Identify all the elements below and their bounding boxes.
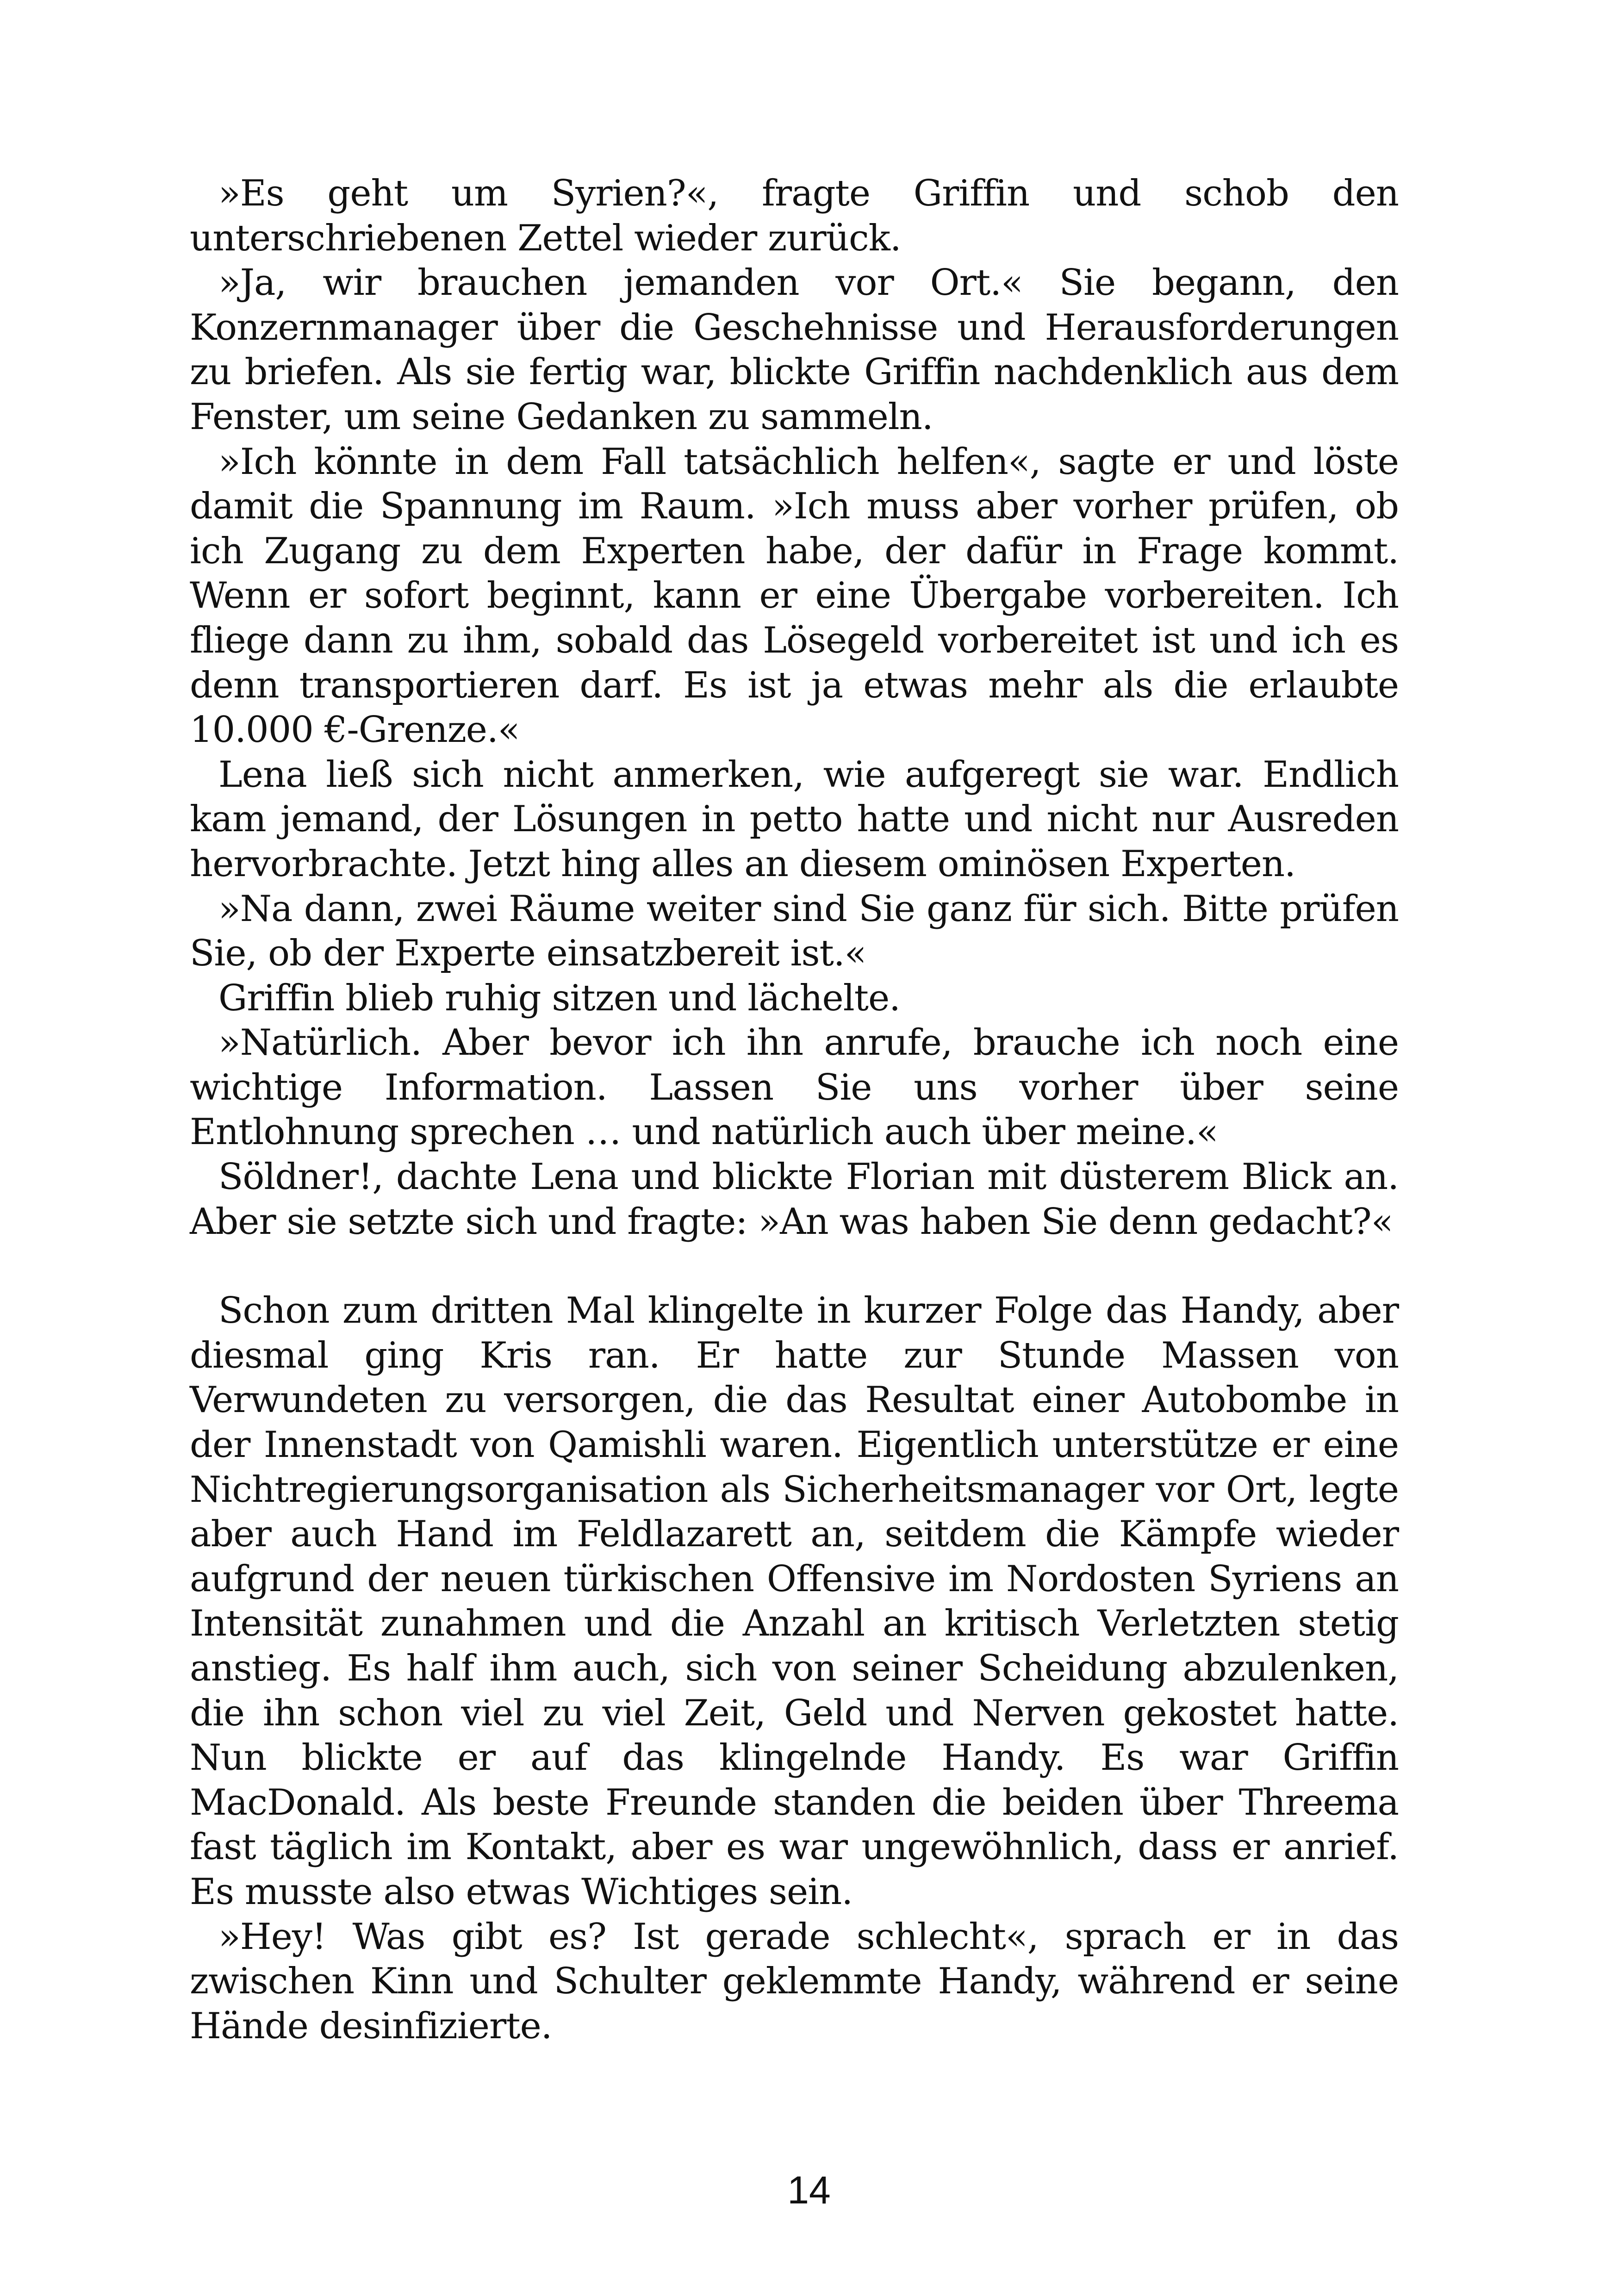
paragraph: »Natürlich. Aber bevor ich ihn anrufe, brauche ich noch eine wichtige Information. Lassen Sie uns vorher über seine Entlohnung sprechen … und natürlich auch über meine.« (190, 1022, 1399, 1153)
paragraph: »Ich könnte in dem Fall tatsächlich helfen«, sagte er und löste damit die Spannung im Raum. »Ich muss aber vorher prüfen, ob ich Zugang zu dem Experten habe, der dafür in Frage kommt. Wenn er sofort beginnt, kann er eine Übergabe vorbereiten. Ich fliege dann zu ihm, sobald das Lösegeld vorbereitet ist und ich es denn transportieren darf. Es ist ja etwas mehr als die erlaubte 10.000 €-Grenze.« (190, 441, 1399, 751)
book-page (190, 171, 1399, 2184)
paragraph: »Na dann, zwei Räume weiter sind Sie ganz für sich. Bitte prüfen Sie, ob der Experte einsatzbereit ist.« (190, 888, 1399, 975)
paragraph: Griffin blieb ruhig sitzen und lächelte. (218, 977, 900, 1019)
scene-break (190, 1244, 1399, 1288)
section-2 (190, 1288, 1399, 2048)
paragraph: »Ja, wir brauchen jemanden vor Ort.« Sie begann, den Konzernmanager über die Geschehnisse und Herausforderungen zu briefen. Als sie fertig war, blickte Griffin nachdenklich aus dem Fenster, um seine Gedanken zu sammeln. (190, 262, 1399, 438)
paragraph: »Es geht um Syrien?«, fragte Griffin und schob den unterschriebenen Zettel wieder zurück. (190, 173, 1399, 259)
paragraph: Lena ließ sich nicht anmerken, wie aufgeregt sie war. Endlich kam jemand, der Lösungen in petto hatte und nicht nur Ausreden hervorbrachte. Jetzt hing alles an diesem ominösen Experten. (190, 753, 1399, 885)
page-number: 14 (787, 2168, 831, 2212)
paragraph: Söldner!, dachte Lena und blickte Florian mit düsterem Blick an. Aber sie setzte sich und fragte: »An was haben Sie denn gedacht?« (190, 1156, 1399, 1243)
paragraph: »Hey! Was gibt es? Ist gerade schlecht«, sprach er in das zwischen Kinn und Schulter geklemmte Handy, während er seine Hände desinfizierte. (190, 1916, 1399, 2047)
section-1 (190, 171, 1399, 1244)
paragraph: Schon zum dritten Mal klingelte in kurzer Folge das Handy, aber diesmal ging Kris ran. Er hatte zur Stunde Massen von Verwundeten zu versorgen, die das Resultat einer Autobombe in der Innenstadt von Qamishli waren. Eigentlich unterstütze er eine Nichtregierungsorganisation als Sicherheitsmanager vor Ort, legte aber auch Hand im Feldlazarett an, seitdem die Kämpfe wieder aufgrund der neuen türkischen Offensive im Nordosten Syriens an Intensität zunahmen und die Anzahl an kritisch Verletzten stetig anstieg. Es half ihm auch, sich von seiner Scheidung abzulenken, die ihn schon viel zu viel Zeit, Geld und Nerven gekostet hatte. Nun blickte er auf das klingelnde Handy. Es war Griffin MacDonald. Als beste Freunde standen die beiden über Threema fast täglich im Kontakt, aber es war ungewöhnlich, dass er anrief. Es musste also etwas Wichtiges sein. (190, 1290, 1399, 1913)
